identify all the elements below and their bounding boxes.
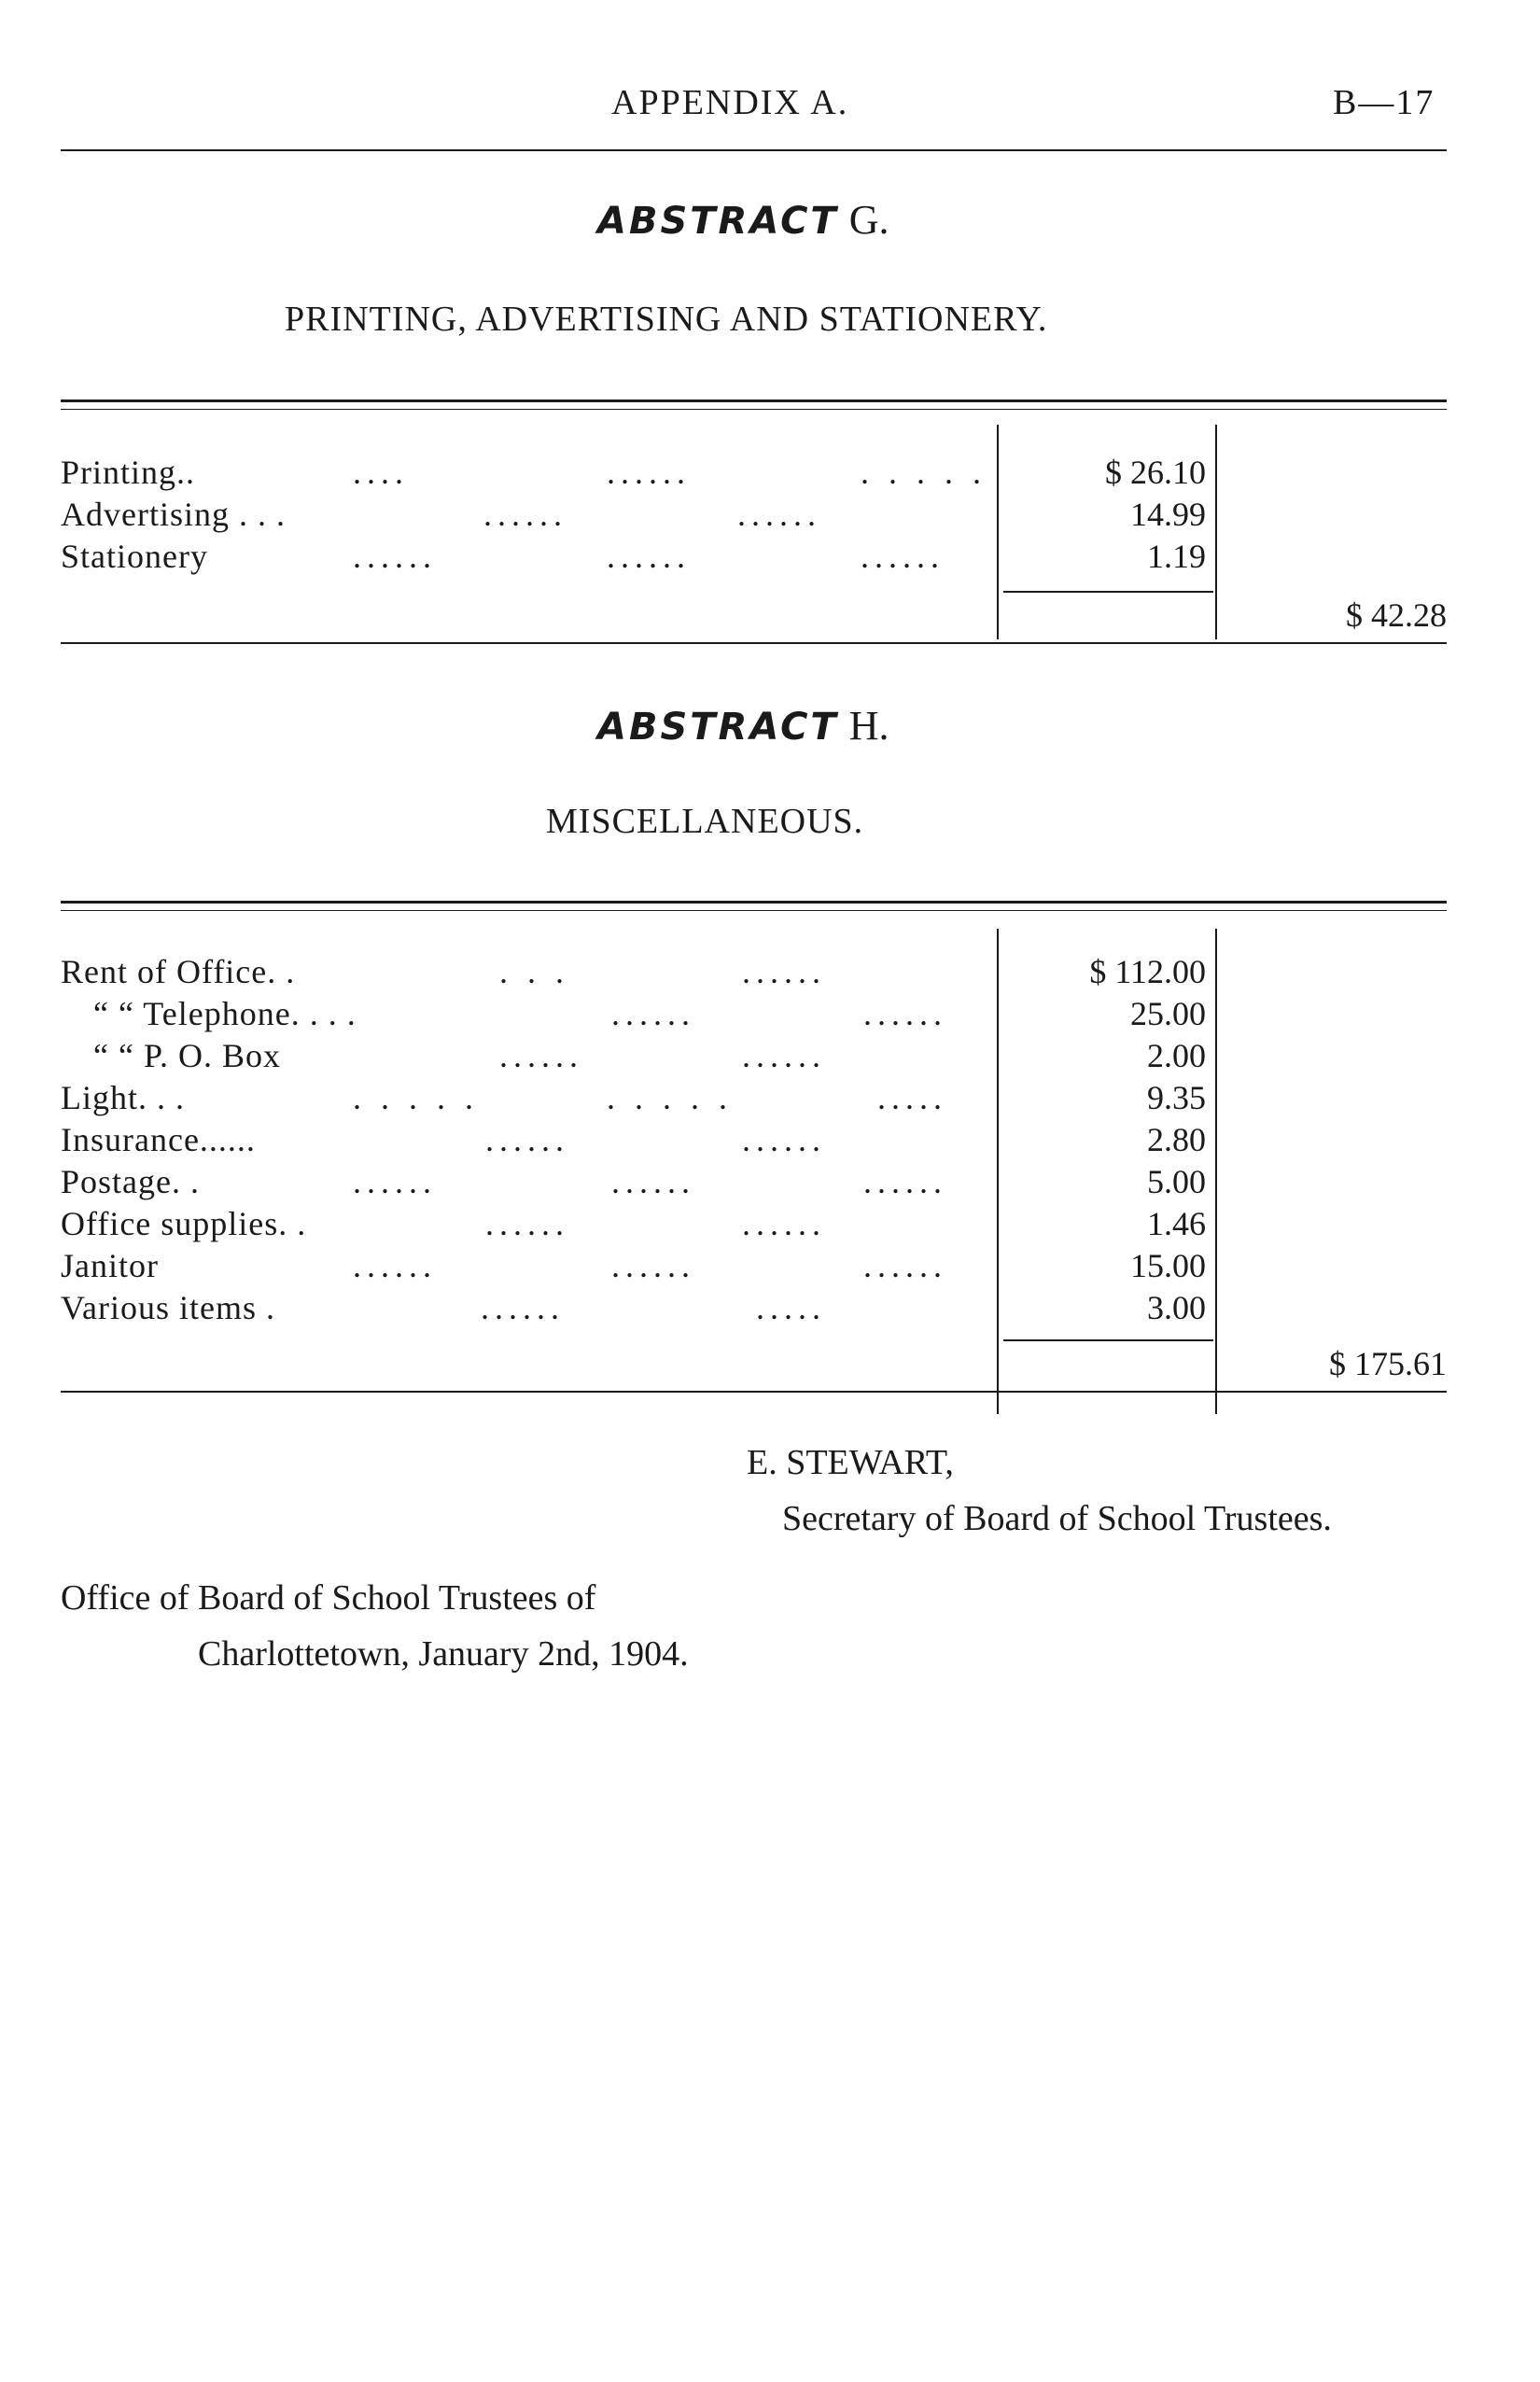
abstract-g-letter: G.: [848, 197, 889, 243]
abstract-h-row-amount: 9.35: [1147, 1079, 1206, 1116]
abstract-g-col-divider-left: [997, 425, 999, 639]
row-leader: ......: [485, 1205, 569, 1242]
row-leader: ......: [481, 1289, 565, 1326]
row-leader: .....: [877, 1079, 947, 1116]
row-leader: ......: [742, 1037, 826, 1074]
abstract-h-bottom-rule: [61, 1391, 1447, 1393]
abstract-g-subtotal-rule: [1003, 591, 1213, 593]
row-leader: ......: [742, 953, 826, 990]
row-leader: ......: [607, 538, 691, 575]
row-leader: .....: [756, 1289, 826, 1326]
row-leader: . . .: [499, 953, 569, 990]
abstract-h-row-label: “ “ P. O. Box: [93, 1037, 281, 1074]
abstract-g-subtitle: PRINTING, ADVERTISING AND STATIONERY.: [285, 300, 1048, 339]
abstract-h-col-divider-right: [1215, 929, 1217, 1414]
row-leader: ......: [499, 1037, 583, 1074]
abstract-h-subtotal-rule: [1003, 1339, 1213, 1341]
abstract-h-row-label: Rent of Office. .: [61, 953, 296, 990]
abstract-g-col-divider-right: [1215, 425, 1217, 639]
abstract-h-row-label: “ “ Telephone. . . .: [93, 995, 357, 1032]
row-leader: ......: [353, 1247, 437, 1284]
row-leader: ......: [353, 538, 437, 575]
abstract-h-top-rule-thin: [61, 910, 1447, 911]
row-leader: ......: [611, 1247, 695, 1284]
row-leader: . . . . .: [861, 454, 987, 491]
running-head-appendix: APPENDIX A.: [611, 83, 849, 122]
row-leader: ......: [861, 538, 945, 575]
abstract-h-row-amount: 1.46: [1147, 1205, 1206, 1242]
abstract-h-row-label: Postage. .: [61, 1163, 200, 1200]
abstract-g-label: ABSTRACT: [597, 200, 839, 243]
abstract-h-row-amount: 2.80: [1147, 1121, 1206, 1158]
abstract-g-title: [597, 196, 889, 244]
header-rule: [61, 149, 1447, 151]
row-leader: ......: [611, 1163, 695, 1200]
abstract-g-row-label: Stationery: [61, 538, 208, 575]
abstract-g-row-amount: 1.19: [1147, 538, 1206, 575]
abstract-g-row-amount: 14.99: [1130, 496, 1206, 533]
abstract-h-row-amount: 3.00: [1147, 1289, 1206, 1326]
abstract-h-total: $ 175.61: [1329, 1345, 1447, 1382]
footer-office: Office of Board of School Trustees of: [61, 1578, 596, 1618]
row-leader: ......: [863, 995, 947, 1032]
abstract-h-col-divider-left: [997, 929, 999, 1414]
row-leader: ......: [863, 1163, 947, 1200]
abstract-g-top-rule-thin: [61, 409, 1447, 410]
abstract-g-bottom-rule: [61, 642, 1447, 644]
abstract-g-row-amount: $ 26.10: [1105, 454, 1206, 491]
row-leader: ......: [737, 496, 821, 533]
row-leader: ......: [607, 454, 691, 491]
abstract-h-row-label: Office supplies. .: [61, 1205, 307, 1242]
abstract-h-row-label: Insurance......: [61, 1121, 256, 1158]
abstract-h-title: [597, 702, 889, 750]
abstract-h-row-amount: 25.00: [1130, 995, 1206, 1032]
running-head-page-ref: B—17: [1333, 83, 1435, 122]
abstract-h-row-label: Various items .: [61, 1289, 275, 1326]
signature-title: Secretary of Board of School Trustees.: [782, 1499, 1332, 1538]
row-leader: . . . . .: [353, 1079, 479, 1116]
row-leader: ......: [742, 1205, 826, 1242]
abstract-h-row-amount: 2.00: [1147, 1037, 1206, 1074]
abstract-g-row-label: Printing..: [61, 454, 196, 491]
abstract-h-row-amount: $ 112.00: [1089, 953, 1206, 990]
abstract-h-subtitle: MISCELLANEOUS.: [546, 802, 864, 841]
abstract-h-row-label: Light. . .: [61, 1079, 185, 1116]
row-leader: ......: [485, 1121, 569, 1158]
row-leader: . . . . .: [607, 1079, 733, 1116]
row-leader: ......: [483, 496, 567, 533]
abstract-h-row-amount: 15.00: [1130, 1247, 1206, 1284]
abstract-g-top-rule: [61, 399, 1447, 402]
signature-name: E. STEWART,: [747, 1443, 954, 1482]
row-leader: ......: [863, 1247, 947, 1284]
abstract-h-row-label: Janitor: [61, 1247, 159, 1284]
abstract-h-row-amount: 5.00: [1147, 1163, 1206, 1200]
abstract-g-row-label: Advertising . . .: [61, 496, 286, 533]
abstract-h-top-rule: [61, 901, 1447, 904]
footer-place-date: Charlottetown, January 2nd, 1904.: [198, 1634, 689, 1674]
abstract-g-total: $ 42.28: [1346, 596, 1447, 634]
row-leader: ......: [611, 995, 695, 1032]
abstract-h-letter: H.: [848, 703, 889, 749]
row-leader: ....: [353, 454, 409, 491]
row-leader: ......: [353, 1163, 437, 1200]
row-leader: ......: [742, 1121, 826, 1158]
abstract-h-label: ABSTRACT: [597, 706, 839, 749]
